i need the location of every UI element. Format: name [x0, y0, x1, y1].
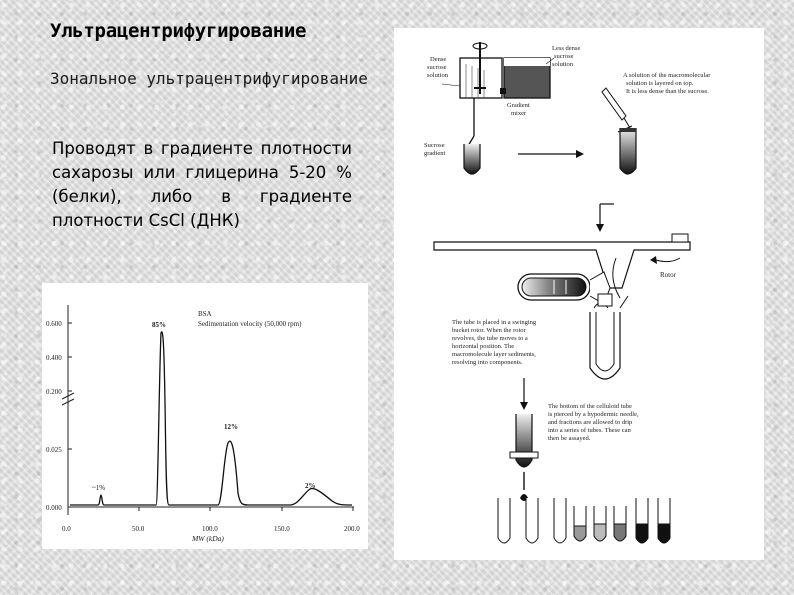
svg-text:revolves, the tube moves to a: revolves, the tube moves to a — [452, 335, 528, 342]
slide-body-text: Проводят в градиенте плотности сахарозы или глицерина 5-20 % (белки), либо в градиенте плотности CsCl (ДНК) — [52, 139, 352, 230]
y-tick-label: 0.600 — [46, 320, 62, 328]
sedimentation-trace — [70, 332, 352, 505]
y-tick-label: 0.000 — [46, 504, 62, 512]
y-ticks — [68, 323, 72, 507]
svg-text:resolving into components.: resolving into components. — [452, 359, 523, 366]
svg-text:solution: solution — [427, 72, 448, 79]
x-tick-label: 200.0 — [344, 525, 360, 533]
sucrose-gradient-tube — [464, 144, 480, 174]
svg-text:is pierced by a hypodermic nee: is pierced by a hypodermic needle, — [548, 411, 639, 418]
rotor-label: Rotor — [660, 271, 676, 279]
svg-text:sucrose: sucrose — [427, 64, 447, 71]
svg-text:bucket rotor. When the rotor: bucket rotor. When the rotor — [452, 327, 526, 334]
x-ticks — [68, 507, 353, 511]
svg-text:It is less dense than the sucr: It is less dense than the sucrose. — [626, 88, 709, 95]
rotation-arrow-icon — [650, 256, 680, 264]
drip-description-label — [548, 403, 639, 442]
collection-tubes — [498, 498, 670, 543]
svg-text:sucrose: sucrose — [554, 53, 574, 60]
svg-text:and fractions are allowed to d: and fractions are allowed to drip — [548, 419, 633, 426]
legend-line-2: Sedimentation velocity (50,000 rpm) — [198, 320, 302, 328]
svg-text:mixer: mixer — [511, 110, 527, 117]
slide-title: Ультрацентрифугирование — [50, 20, 307, 42]
y-tick-label: 0.200 — [46, 388, 62, 396]
sedimentation-chart-panel — [42, 283, 368, 549]
pierced-tube — [510, 414, 538, 501]
legend-line-1: BSA — [198, 310, 212, 318]
svg-text:horizontal position. The: horizontal position. The — [452, 343, 515, 350]
dense-solution-label — [427, 56, 449, 79]
peak-label: 85% — [152, 321, 166, 329]
process-diagram — [394, 28, 764, 560]
svg-text:A solution of the macromolecul: A solution of the macromolecular — [623, 72, 711, 79]
svg-text:solution is layered on top.: solution is layered on top. — [626, 80, 694, 87]
svg-text:macromolecule layer sediments,: macromolecule layer sediments, — [452, 351, 536, 358]
layered-tube — [620, 128, 636, 174]
step-arrow-right — [518, 150, 584, 158]
x-axis-label: MW (kDa) — [192, 534, 224, 543]
gradient-mixer — [442, 42, 554, 146]
peak-label: ~1% — [92, 484, 106, 492]
y-tick-label: 0.400 — [46, 354, 62, 362]
x-tick-label: 50.0 — [132, 525, 145, 533]
gradient-mixer-label — [507, 102, 530, 117]
svg-text:Less dense: Less dense — [552, 45, 581, 52]
less-dense-solution-label — [552, 45, 580, 68]
step-arrow-down — [596, 204, 614, 232]
peak-label: 12% — [224, 423, 238, 431]
svg-text:solution: solution — [552, 61, 573, 68]
svg-text:into a series of tubes. These: into a series of tubes. These can — [548, 427, 631, 434]
x-tick-label: 150.0 — [274, 525, 290, 533]
x-tick-label: 0.0 — [62, 525, 71, 533]
sedimentation-chart — [42, 283, 368, 549]
layer-description-label — [623, 72, 711, 95]
svg-text:The bottom of the celluloid tu: The bottom of the celluloid tube — [548, 403, 632, 410]
svg-text:then be assayed.: then be assayed. — [548, 435, 591, 442]
step-arrow-down — [520, 378, 528, 410]
peak-label: 2% — [305, 482, 316, 490]
svg-text:Sucrose: Sucrose — [424, 142, 445, 149]
svg-text:Gradient: Gradient — [507, 102, 530, 109]
swinging-bucket-description-label — [452, 319, 537, 366]
slide-subtitle: Зональное ультрацентрифугирование — [50, 69, 368, 88]
x-tick-label: 100.0 — [202, 525, 218, 533]
sucrose-gradient-label — [424, 142, 445, 157]
centrifugation-process-diagram-panel — [394, 28, 764, 560]
svg-text:The tube is placed in a swingi: The tube is placed in a swinging — [452, 319, 537, 326]
svg-text:gradient: gradient — [424, 150, 446, 157]
y-tick-label: 0.025 — [46, 446, 62, 454]
svg-text:Dense: Dense — [430, 56, 447, 63]
